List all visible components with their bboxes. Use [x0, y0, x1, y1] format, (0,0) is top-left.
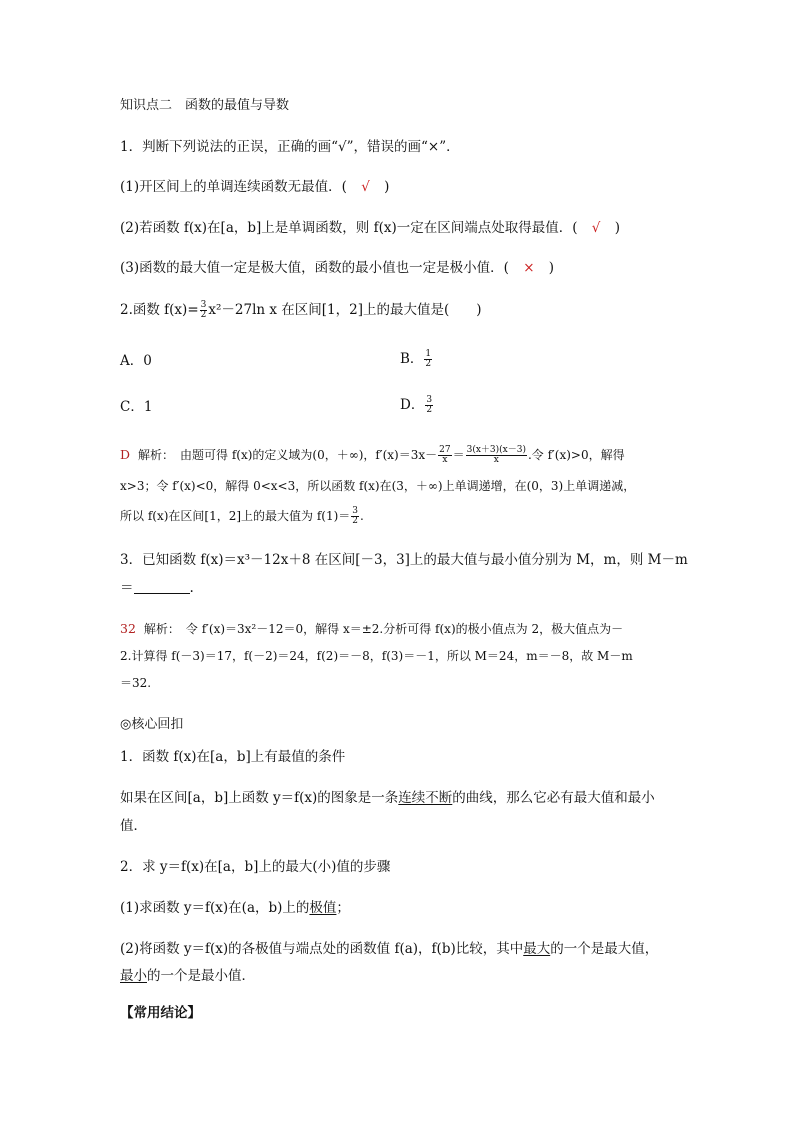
q2-answer: D: [120, 447, 131, 462]
q2-solution-line-1: D 解析： 由题可得 f(x)的定义域为(0，＋∞)，f′(x)＝3x－ $\frac{27}{x}$ ＝ $\frac{3(x+3)(x-3)}{x}$ .令 f′(x)>0，解得: [120, 445, 625, 465]
section-title: 知识点二 函数的最值与导数: [120, 98, 290, 113]
core-p2-title: 2．求 y＝f(x)在[a，b]上的最大(小)值的步骤: [120, 859, 391, 875]
answer-mark-3: ×: [523, 260, 535, 276]
q2-option-a: A．0: [120, 353, 152, 369]
core-p1-line-2: 值．: [120, 818, 147, 834]
q2-option-b: B． $\frac{1}{2}$: [400, 349, 432, 369]
q1-prompt: 1．判断下列说法的正误，正确的画“√”，错误的画“×”．: [120, 139, 460, 155]
q3-solution-line-1: 32 解析： 令 f′(x)＝3x²－12＝0，解得 x＝±2.分析可得 f(x)的极小值点为 2，极大值点为－: [120, 621, 624, 636]
answer-blank: [134, 579, 190, 594]
answer-mark-1: √: [361, 179, 370, 195]
q2-option-c: C．1: [120, 399, 153, 415]
underlined-term: 最大: [523, 941, 551, 957]
core-p1-title: 1．函数 f(x)在[a，b]上有最值的条件: [120, 749, 346, 765]
underlined-term: 连续不断: [398, 790, 453, 806]
fraction: $\frac{3}{2}$: [200, 300, 207, 320]
core-step-2-line-2: 最小的一个是最小值．: [120, 968, 255, 984]
q2-solution-line-3: 所以 f(x)在区间[1，2]上的最大值为 f(1)＝ $\frac{3}{2}$ .: [120, 506, 364, 526]
q2-option-d: D． $\frac{3}{2}$: [400, 395, 433, 415]
underlined-term: 最小: [120, 968, 147, 984]
q3-solution-line-3: ＝32.: [120, 676, 152, 690]
q3-line-2: ＝ .: [120, 580, 194, 596]
core-title: ◎核心回扣: [120, 717, 184, 732]
conclusion-title: 【常用结论】: [120, 1005, 201, 1021]
q3-line-1: 3．已知函数 f(x)＝x³－12x＋8 在区间[－3，3]上的最大值与最小值分别为 M，m，则 M－m: [120, 552, 688, 568]
q2-prompt: 2.函数 f(x)= $\frac{3}{2}$ x²－27ln x 在区间[1，2]上的最大值是( ): [120, 300, 482, 320]
q1-item-1: (1)开区间上的单调连续函数无最值．( √ ): [120, 179, 390, 195]
core-step-2-line-1: (2)将函数 y＝f(x)的各极值与端点处的函数值 f(a)，f(b)比较，其中最大的一个是最大值，: [120, 941, 659, 957]
underlined-term: 极值: [309, 900, 337, 916]
core-step-1: (1)求函数 y＝f(x)在(a，b)上的极值；: [120, 900, 350, 916]
q3-answer: 32: [120, 621, 136, 636]
q1-item-3: (3)函数的最大值一定是极大值，函数的最小值也一定是极小值．( × ): [120, 260, 555, 276]
q3-solution-line-2: 2.计算得 f(－3)＝17，f(－2)＝24，f(2)＝－8，f(3)＝－1，所以 M＝24，m＝－8，故 M－m: [120, 649, 633, 663]
q2-solution-line-2: x>3；令 f′(x)<0，解得 0<x<3，所以函数 f(x)在(3，＋∞)上单调递增，在(0，3)上单调递减，: [120, 479, 636, 493]
answer-mark-2: √: [591, 220, 601, 236]
core-p1-line-1: 如果在区间[a，b]上函数 y＝f(x)的图象是一条连续不断的曲线，那么它必有最大值和最小: [120, 790, 655, 806]
q1-item-2: (2)若函数 f(x)在[a，b]上是单调函数，则 f(x)一定在区间端点处取得最值．( √ ): [120, 220, 620, 236]
